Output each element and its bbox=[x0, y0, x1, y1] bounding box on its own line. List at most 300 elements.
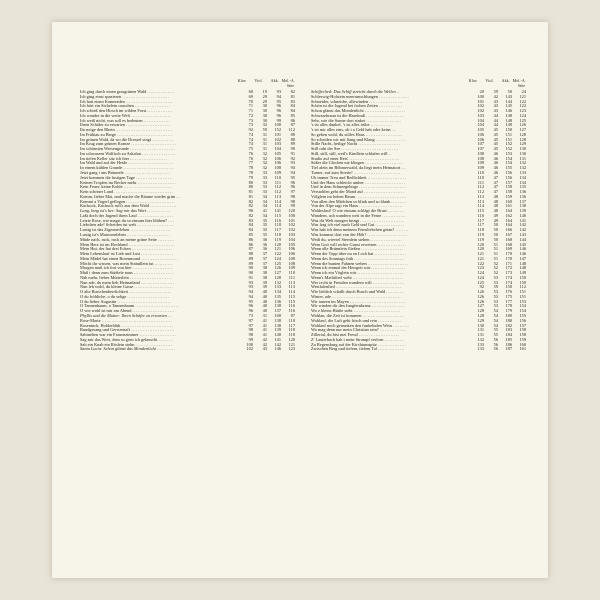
leader-dots: ........................... bbox=[124, 171, 171, 176]
entry-page-number: 134 bbox=[519, 179, 526, 185]
entry-page-number: 176 bbox=[505, 289, 512, 295]
entry-page-number: 185 bbox=[505, 336, 512, 342]
entry-page-number: 128 bbox=[519, 131, 526, 137]
entry-page-number: 47 bbox=[493, 174, 498, 180]
entry-page-number: 32 bbox=[262, 122, 267, 128]
entry-page-number: 86 bbox=[248, 241, 253, 247]
entry-page-number: 31 bbox=[262, 131, 267, 137]
entry-page-number: 53 bbox=[493, 289, 498, 295]
entry-page-number: 51 bbox=[493, 246, 498, 252]
entry-page-number: 106 bbox=[477, 136, 484, 142]
entry-page-number: 112 bbox=[477, 184, 484, 190]
leader-dots: ....................... bbox=[134, 285, 174, 290]
entry-page-number: 81 bbox=[248, 193, 253, 199]
entry-title: Wenn der Topp über nu en Loch hat ................... bbox=[311, 252, 407, 257]
entry-page-number: 135 bbox=[519, 184, 526, 190]
entry-page-number: 80 bbox=[248, 179, 253, 185]
entry-title: Kommt a Vogerl geflogen ............................. bbox=[80, 199, 176, 204]
entry-title: Was dir Welt morgen bringt .......................... bbox=[311, 218, 405, 223]
leader-dots: ................................ bbox=[117, 299, 172, 304]
leader-dots: ........................ bbox=[364, 109, 406, 114]
entry-title: Im Frühtau zu Berge ................................. bbox=[80, 132, 173, 137]
entry-page-number: 36 bbox=[262, 241, 267, 247]
entry-page-number: 175 bbox=[505, 293, 512, 299]
entry-page-number: 172 bbox=[505, 265, 512, 271]
entry-page-number: 94 bbox=[290, 165, 295, 171]
entry-page-number: 103 bbox=[477, 112, 484, 118]
leader-dots: ......................... bbox=[129, 290, 172, 295]
entry-page-number: 120 bbox=[274, 241, 281, 247]
leader-dots: .. bbox=[396, 90, 401, 94]
entry-page-number: 133 bbox=[274, 284, 281, 290]
entry-page-number: 121 bbox=[274, 246, 281, 252]
leader-dots: .................... bbox=[140, 280, 175, 285]
entry-page-number: 53 bbox=[493, 298, 498, 304]
entry-page-number: 90 bbox=[248, 265, 253, 271]
entry-page-number: 114 bbox=[477, 203, 484, 209]
entry-page-number: 150 bbox=[505, 284, 512, 290]
entry-page-number: 184 bbox=[505, 332, 512, 338]
entry-page-number: 93 bbox=[290, 160, 295, 166]
entry-page-number: 81 bbox=[248, 189, 253, 195]
entry-title: Zwischen Berg und tiefem, tiefem Tal ................ bbox=[311, 347, 405, 352]
entry-title: Laßt doch der Jugend ihren Lauf ..................... bbox=[80, 213, 174, 218]
entry-page-number: 126 bbox=[477, 289, 484, 295]
leader-dots: ........................ bbox=[130, 228, 171, 233]
entry-page-number: 138 bbox=[519, 203, 526, 209]
entry-page-number: 134 bbox=[519, 174, 526, 180]
entry-page-number: 127 bbox=[274, 270, 281, 276]
entry-page-number: 118 bbox=[477, 227, 484, 233]
entry-page-number: 107 bbox=[477, 146, 484, 152]
entry-page-number: 170 bbox=[505, 255, 512, 261]
entry-page-number: 94 bbox=[290, 170, 295, 176]
entry-page-number: 35 bbox=[262, 217, 267, 223]
entry-page-number: 146 bbox=[519, 246, 526, 252]
leader-dots: .......................... bbox=[131, 328, 175, 333]
entry-page-number: 154 bbox=[519, 308, 526, 314]
entry-page-number: 133 bbox=[477, 341, 484, 347]
entry-title: Ich ging einst spazieren ............................ bbox=[80, 94, 170, 99]
entry-page-number: 148 bbox=[519, 265, 526, 271]
leader-dots: ............................... bbox=[121, 323, 174, 328]
entry-page-number: 30 bbox=[262, 108, 267, 114]
leader-dots: ......................... bbox=[132, 309, 175, 314]
entry-page-number: 105 bbox=[477, 127, 484, 133]
leader-dots: ............................ bbox=[122, 94, 170, 99]
entry-title: O Tannenbaum, o Tannenbaum .......................... bbox=[80, 304, 180, 309]
entry-page-number: 114 bbox=[288, 289, 295, 295]
entry-page-number: 149 bbox=[505, 122, 512, 128]
entry-title: Von der Alpe ragt ein Haus .......................... bbox=[311, 204, 404, 209]
entry-page-number: 118 bbox=[288, 327, 295, 333]
entry-page-number: 86 bbox=[248, 236, 253, 242]
entry-page-number: 178 bbox=[505, 303, 512, 309]
entry-page-number: 160 bbox=[505, 198, 512, 204]
entry-page-number: 49 bbox=[493, 212, 498, 218]
entry-page-number: 113 bbox=[477, 198, 484, 204]
entry-page-number: 125 bbox=[274, 260, 281, 266]
entry-page-number: 41 bbox=[262, 208, 267, 214]
entry-page-number: 149 bbox=[519, 270, 526, 276]
entry-page-number: 80 bbox=[248, 184, 253, 190]
entry-page-number: 122 bbox=[519, 98, 526, 104]
entry-title: Im schwarzen Walfisch zu Askalon .................... bbox=[80, 151, 176, 156]
entry-page-number: 143 bbox=[519, 231, 526, 237]
entry-page-number: 168 bbox=[505, 241, 512, 247]
entry-page-number: 120 bbox=[477, 241, 484, 247]
entry-page-number: 104 bbox=[477, 117, 484, 123]
entry-page-number: 52 bbox=[493, 260, 498, 266]
entry-page-number: 130 bbox=[519, 150, 526, 156]
entry-page-number: 54 bbox=[493, 322, 498, 328]
entry-page-number: 180 bbox=[505, 317, 512, 323]
entry-page-number: 118 bbox=[288, 332, 295, 338]
leader-dots: ................ bbox=[379, 328, 407, 333]
entry-page-number: 158 bbox=[505, 184, 512, 190]
entry-page-number: 93 bbox=[248, 284, 253, 290]
entry-page-number: 138 bbox=[274, 322, 281, 328]
entry-page-number: 158 bbox=[505, 189, 512, 195]
entry-title: Mein Herz ist im Hochland ........................... bbox=[80, 242, 175, 247]
entry-title: Kein schöner Land ................................... bbox=[80, 190, 174, 195]
entry-page-number: 47 bbox=[493, 184, 498, 190]
entry-page-number: 102 bbox=[274, 136, 281, 142]
entry-page-number: 102 bbox=[288, 222, 295, 228]
entry-page-number: 182 bbox=[505, 322, 512, 328]
entry-page-number: 113 bbox=[477, 193, 484, 199]
entry-page-number: 126 bbox=[274, 265, 281, 271]
entry-page-number: 42 bbox=[262, 341, 267, 347]
entry-title: Ich hatt einen Kameraden ............................ bbox=[80, 99, 174, 104]
entry-page-number: 60 bbox=[248, 89, 253, 94]
entry-page-number: 121 bbox=[477, 251, 484, 257]
entry-title: Sabinehen war ein Frauenzimmer ...................... bbox=[80, 333, 177, 338]
entry-page-number: 119 bbox=[274, 236, 281, 242]
entry-page-number: 56 bbox=[493, 336, 498, 342]
entry-page-number: 43 bbox=[493, 108, 498, 114]
leader-dots: ....................... bbox=[367, 175, 407, 180]
leader-dots: .......................................... bbox=[101, 318, 173, 323]
entry-page-number: 104 bbox=[274, 146, 281, 152]
entry-page-number: 88 bbox=[290, 131, 295, 137]
entry-page-number: 160 bbox=[519, 341, 526, 347]
entry-page-number: 125 bbox=[519, 117, 526, 123]
entry-page-number: 143 bbox=[505, 93, 512, 99]
entry-title: Keinen Tropfen im Becher mehr ....................... bbox=[80, 180, 177, 185]
entry-page-number: 43 bbox=[493, 98, 498, 104]
leader-dots: ...................... bbox=[135, 175, 174, 180]
header-akk: Akk. bbox=[270, 78, 279, 83]
entry-page-number: 152 bbox=[505, 146, 512, 152]
entry-page-number: 161 bbox=[505, 203, 512, 209]
entry-page-number: 141 bbox=[519, 217, 526, 223]
leader-dots: ........................ bbox=[363, 190, 405, 195]
entry-page-number: 83 bbox=[248, 217, 253, 223]
header-viol-right: Viol. bbox=[485, 78, 494, 83]
right-index-body bbox=[311, 90, 526, 352]
leader-dots: ...................... bbox=[136, 223, 174, 228]
entry-title: Phyllis und die Mutter: Ihren Schäfer zu erwarten ... bbox=[80, 313, 173, 318]
entry-page-number: 101 bbox=[477, 98, 484, 104]
entry-page-number: 114 bbox=[274, 198, 281, 204]
entry-page-number: 118 bbox=[274, 222, 281, 228]
entry-page-number: 121 bbox=[477, 255, 484, 261]
entry-title: Wenn ich ein Vöglein wär ............................ bbox=[311, 271, 405, 276]
entry-page-number: 39 bbox=[262, 284, 267, 290]
leader-dots: .......................... bbox=[360, 218, 405, 223]
entry-page-number: 123 bbox=[288, 346, 295, 352]
entry-page-number: 96 bbox=[276, 108, 281, 114]
entry-page-number: 89 bbox=[248, 260, 253, 266]
entry-page-number: 79 bbox=[248, 174, 253, 180]
leader-dots: ........................... bbox=[130, 147, 176, 152]
entry-page-number: 56 bbox=[493, 346, 498, 352]
entry-title: Schon glänzt das Mondenlicht ........................ bbox=[311, 109, 406, 114]
index-entry bbox=[311, 347, 526, 352]
right-column bbox=[311, 78, 526, 352]
leader-dots: .................... bbox=[142, 151, 176, 156]
entry-page-number: 30 bbox=[262, 112, 267, 118]
entry-title: Völglein im hohen Baum .............................. bbox=[311, 194, 407, 199]
entry-title: Wohlan, die Zeit ist kommen ......................... bbox=[311, 313, 405, 318]
entry-page-number: 112 bbox=[288, 127, 295, 133]
entry-title: Jetzt gang i ans Brünnele ........................... bbox=[80, 171, 171, 176]
leader-dots: ........... bbox=[154, 261, 174, 266]
entry-page-number: 82 bbox=[248, 212, 253, 218]
entry-page-number: 96 bbox=[248, 308, 253, 314]
entry-page-number: 116 bbox=[477, 212, 484, 218]
entry-page-number: 85 bbox=[248, 231, 253, 237]
entry-page-number: 31 bbox=[262, 146, 267, 152]
leader-dots: ......... bbox=[391, 199, 407, 204]
leader-dots: ........................... bbox=[131, 142, 177, 147]
entry-title: So scheiden wir mit Sang und Klang .................. bbox=[311, 137, 407, 142]
entry-title: Müde nach, ruck, ruck an meine grüne Seite .......... bbox=[80, 237, 175, 242]
entry-page-number: 103 bbox=[288, 231, 295, 237]
entry-page-number: 109 bbox=[288, 265, 295, 271]
entry-title: Ich hört ein Sichelein rauschen ..................... bbox=[80, 104, 171, 109]
leader-dots: ......................... bbox=[362, 313, 405, 318]
entry-page-number: 76 bbox=[248, 150, 253, 156]
leader-dots: ....................... bbox=[137, 180, 177, 185]
leader-dots: .............. bbox=[378, 104, 403, 109]
entry-page-number: 112 bbox=[274, 189, 281, 195]
entry-page-number: 89 bbox=[290, 141, 295, 147]
entry-page-number: 124 bbox=[477, 270, 484, 276]
entry-page-number: 41 bbox=[262, 327, 267, 333]
leader-dots: ....................................... bbox=[335, 285, 402, 290]
entry-page-number: 128 bbox=[477, 312, 484, 318]
leader-dots: ........................ bbox=[367, 232, 408, 237]
entry-page-number: 34 bbox=[262, 203, 267, 209]
entry-page-number: 38 bbox=[262, 274, 267, 280]
entry-title: Nun ade, du mein lieb Heimatland .................... bbox=[80, 280, 175, 285]
entry-page-number: 93 bbox=[248, 279, 253, 285]
entry-page-number: 173 bbox=[505, 270, 512, 276]
entry-title: Möcht ihr wissen, was mein Sträußlein tut ........... bbox=[80, 261, 174, 266]
entry-page-number: 90 bbox=[248, 208, 253, 214]
entry-page-number: 142 bbox=[519, 227, 526, 233]
entry-title: Im Krug zum grünen Kranze ........................... bbox=[80, 142, 177, 147]
entry-page-number: 46 bbox=[493, 155, 498, 161]
leader-dots: .................... bbox=[371, 266, 406, 271]
entry-page-number: 115 bbox=[288, 293, 295, 299]
leader-dots: ................... bbox=[141, 252, 174, 257]
leader-dots: ............................ bbox=[353, 309, 401, 314]
entry-page-number: 98 bbox=[290, 198, 295, 204]
leader-dots: ....................... bbox=[364, 161, 404, 166]
entry-page-number: 111 bbox=[288, 274, 295, 280]
entry-title: Wohlauf, die Luft geht frisch und rein .............. bbox=[311, 318, 402, 323]
entry-page-number: 41 bbox=[262, 317, 267, 323]
entry-page-number: 88 bbox=[290, 136, 295, 142]
entry-page-number: 106 bbox=[477, 131, 484, 137]
entry-page-number: 132 bbox=[477, 336, 484, 342]
entry-page-number: 44 bbox=[493, 122, 498, 128]
entry-page-number: 102 bbox=[246, 346, 253, 352]
entry-title: Was hab ich denn meinem Feinsliebchen getan? ........ bbox=[311, 228, 409, 233]
entry-page-number: 139 bbox=[519, 208, 526, 214]
entry-page-number: 119 bbox=[477, 236, 484, 242]
entry-page-number: 24 bbox=[521, 89, 526, 94]
entry-page-number: 97 bbox=[290, 189, 295, 195]
leader-dots: .... bbox=[168, 218, 175, 223]
entry-page-number: 93 bbox=[276, 89, 281, 94]
entry-page-number: 40 bbox=[262, 308, 267, 314]
entry-page-number: 100 bbox=[246, 341, 253, 347]
entry-title: Ich weiß nicht, was soll es bedeuten ................ bbox=[80, 118, 171, 123]
entry-page-number: 174 bbox=[505, 279, 512, 285]
leader-dots: .......... bbox=[157, 237, 175, 242]
entry-title: Wenn alle Brünnlein fließen ......................... bbox=[311, 247, 404, 252]
entry-page-number: 84 bbox=[290, 108, 295, 114]
entry-page-number: 137 bbox=[274, 308, 281, 314]
entry-page-number: 40 bbox=[262, 293, 267, 299]
entry-page-number: 158 bbox=[519, 332, 526, 338]
entry-page-number: 129 bbox=[519, 141, 526, 147]
entry-title: Studio auf einer Reis' .............................. bbox=[311, 156, 400, 161]
entry-page-number: 77 bbox=[248, 160, 253, 166]
entry-page-number: 131 bbox=[519, 155, 526, 161]
entry-page-number: 112 bbox=[519, 284, 526, 290]
entry-title: Roseninck, Holderblüh ............................... bbox=[80, 323, 174, 328]
leader-dots: ............. bbox=[370, 123, 393, 128]
entry-title: Ich schieß den Hirsch im wilden Forst ............... bbox=[80, 109, 173, 114]
entry-page-number: 128 bbox=[477, 308, 484, 314]
entry-page-number: 49 bbox=[493, 217, 498, 223]
entry-page-number: 187 bbox=[505, 346, 512, 352]
leader-dots: ......................................... bbox=[332, 294, 402, 299]
entry-page-number: 55 bbox=[493, 332, 498, 338]
entry-page-number: 141 bbox=[274, 336, 281, 342]
entry-page-number: 40 bbox=[262, 289, 267, 295]
left-index-body bbox=[80, 90, 295, 352]
entry-page-number: 108 bbox=[288, 255, 295, 261]
entry-page-number: 46 bbox=[493, 150, 498, 156]
entry-page-number: 85 bbox=[290, 112, 295, 118]
entry-title: 's ist mir alles eins, ob i a Geld hab oder keins ... bbox=[311, 128, 397, 133]
entry-page-number: 74 bbox=[248, 131, 253, 137]
entry-page-number: 158 bbox=[519, 327, 526, 333]
entry-page-number: 106 bbox=[288, 251, 295, 257]
entry-page-number: 148 bbox=[505, 117, 512, 123]
leader-dots: ................ bbox=[377, 347, 405, 352]
leader-dots: ........... bbox=[386, 290, 405, 295]
entry-page-number: 164 bbox=[505, 217, 512, 223]
entry-page-number: 41 bbox=[262, 332, 267, 338]
entry-page-number: 95 bbox=[276, 98, 281, 104]
entry-page-number: 157 bbox=[505, 179, 512, 185]
entry-title: Und in dem Schneegebirge ............................ bbox=[311, 185, 407, 190]
entry-page-number: 74 bbox=[248, 141, 253, 147]
entry-page-number: 131 bbox=[477, 327, 484, 333]
entry-page-number: 135 bbox=[274, 293, 281, 299]
entry-title: Wo mag denn nur mein Christian sein? ................ bbox=[311, 328, 407, 333]
entry-page-number: 32 bbox=[262, 150, 267, 156]
entry-page-number: 153 bbox=[505, 150, 512, 156]
entry-page-number: 144 bbox=[505, 98, 512, 104]
leader-dots: .............................. bbox=[352, 275, 404, 280]
entry-page-number: 151 bbox=[519, 293, 526, 299]
entry-title: In einem kühlen Grunde .............................. bbox=[80, 166, 175, 171]
entry-page-number: 54 bbox=[493, 317, 498, 323]
entry-page-number: 87 bbox=[248, 246, 253, 252]
entry-page-number: 133 bbox=[519, 170, 526, 176]
entry-page-number: 102 bbox=[477, 108, 484, 114]
entry-page-number: 155 bbox=[505, 165, 512, 171]
leader-dots: ........................ bbox=[131, 247, 173, 252]
entry-title: Ihren Schäfer zu erwarten ........................... bbox=[80, 123, 172, 128]
leader-dots: .. bbox=[388, 151, 392, 156]
entry-title: Zillertal, du bist mei Freud ........................ bbox=[311, 333, 400, 338]
entry-page-number: 40 bbox=[262, 298, 267, 304]
entry-page-number: 75 bbox=[248, 146, 253, 152]
entry-title: Schön ist die Jugend bei frohen Zeiten .............. bbox=[311, 104, 403, 109]
entry-page-number: 150 bbox=[519, 279, 526, 285]
entry-page-number: 120 bbox=[477, 246, 484, 252]
entry-title: O wie wohl ist mir am Abend ......................... bbox=[80, 309, 175, 314]
entry-page-number: 153 bbox=[519, 298, 526, 304]
entry-page-number: 96 bbox=[276, 103, 281, 109]
header-mel-right: Mel.-A. bbox=[512, 78, 526, 83]
entry-page-number: 110 bbox=[288, 317, 295, 323]
leader-dots: ................. bbox=[377, 342, 407, 347]
entry-page-number: 82 bbox=[290, 89, 295, 94]
entry-title: Schleswig-Holstein meerumschlungen .................. bbox=[311, 94, 410, 99]
leader-dots: ...................... bbox=[365, 132, 403, 137]
entry-page-number: 52 bbox=[493, 270, 498, 276]
entry-page-number: 33 bbox=[262, 170, 267, 176]
leader-dots: ................ bbox=[149, 204, 177, 209]
leader-dots: .............................. bbox=[123, 166, 175, 171]
entry-page-number: 115 bbox=[288, 298, 295, 304]
entry-page-number: 115 bbox=[274, 212, 281, 218]
entry-title: Rose-Marie .......................................... bbox=[80, 318, 173, 323]
leader-dots: .......................... bbox=[126, 232, 171, 237]
entry-page-number: 117 bbox=[477, 222, 484, 228]
entry-page-number: 100 bbox=[288, 212, 295, 218]
entry-page-number: 101 bbox=[288, 217, 295, 223]
entry-title: Wir winden dir den Jungfernkranz .................... bbox=[311, 304, 406, 309]
entry-title: Tief alein im Böhmerwald, da liegt mein Heimatort ... bbox=[311, 166, 407, 171]
entry-page-number: 92 bbox=[479, 284, 484, 290]
entry-page-number: 47 bbox=[493, 189, 498, 195]
entry-page-number: 109 bbox=[477, 165, 484, 171]
leader-dots: ........................ bbox=[364, 180, 406, 185]
leader-dots: ............................. bbox=[126, 199, 176, 204]
entry-title: Muß i denn zum Städtele naus ........................ bbox=[80, 271, 175, 276]
